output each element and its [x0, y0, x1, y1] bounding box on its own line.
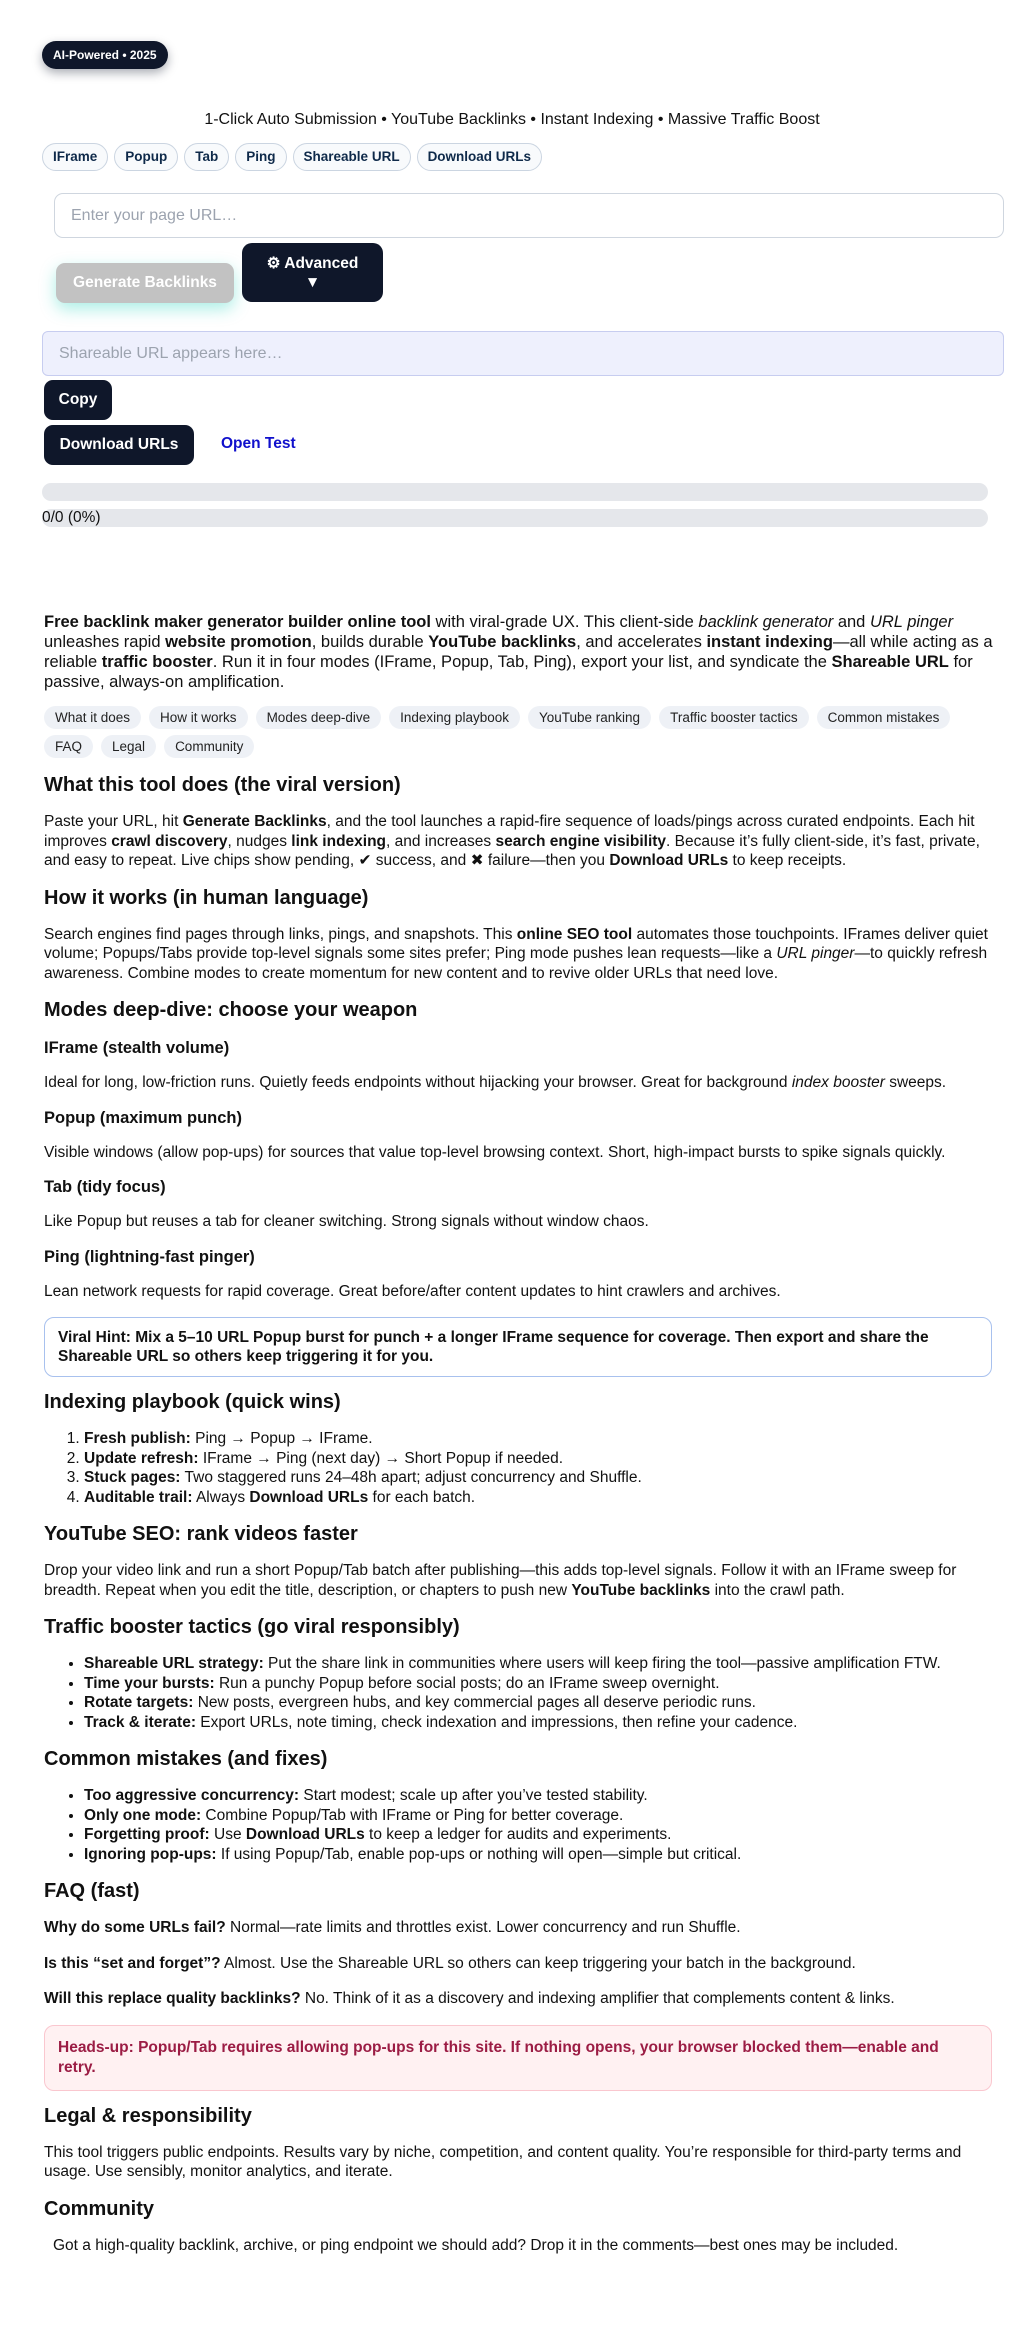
advanced-button[interactable]: [242, 243, 383, 302]
mode-ping-button[interactable]: Ping: [235, 143, 286, 171]
section-what-title: What this tool does (the viral version): [44, 774, 401, 796]
toc-chip[interactable]: Indexing playbook: [389, 706, 520, 729]
section-community-title: Community: [44, 2197, 154, 2220]
section-legal-title: Legal & responsibility: [44, 2104, 252, 2127]
toc-chip[interactable]: FAQ: [44, 735, 93, 758]
list-item: • Forgetting proof: Use Download URLs to keep a ledger for audits and experiments.: [84, 1825, 994, 1845]
list-item: • Track & iterate: Export URLs, note timing, check indexation and impressions, then refine your cadence.: [84, 1713, 994, 1733]
toc-chip[interactable]: YouTube ranking: [528, 706, 651, 729]
list-item: • Shareable URL strategy: Put the share link in communities where users will keep firing the tool—passive amplification FTW.: [84, 1654, 994, 1674]
open-test-link[interactable]: Open Test: [221, 435, 296, 452]
chevron-down-icon: ▼: [304, 273, 321, 291]
progress-text: 0/0 (0%): [42, 509, 101, 526]
list-item: 2. Update refresh: IFrame → Ping (next day) → Short Popup if needed.: [84, 1449, 994, 1469]
section-modes-title: Modes deep-dive: choose your weapon: [44, 999, 418, 1021]
section-youtube-text: Drop your video link and run a short Popup/Tab batch after publishing—this adds top-level signals. Follow it with an IFrame sweep for breadth. Repeat when you edit the title, description, or chapters to push new YouTube backlinks into the crawl path.: [44, 1562, 957, 1599]
download-urls-button[interactable]: Download URLs: [44, 425, 194, 465]
toc-chip[interactable]: Modes deep-dive: [256, 706, 382, 729]
popup-warning-callout: Heads-up: Popup/Tab requires allowing pop-ups for this site. If nothing opens, your browser blocked them—enable and retry.: [44, 2025, 992, 2091]
mode-ping-text: Lean network requests for rapid coverage. Great before/after content updates to hint crawlers and archives.: [44, 1282, 781, 1300]
article: [44, 612, 994, 2255]
mode-shareable-url-button[interactable]: Shareable URL: [293, 143, 411, 171]
intro-paragraph: Free backlink maker generator builder online tool with viral-grade UX. This client-side backlink generator and URL pinger unleashes rapid website promotion, builds durable YouTube backlinks, and accelerates instant indexing—all while acting as a reliable traffic booster. Run it in four modes (IFrame, Popup, Tab, Ping), export your list, and syndicate the Shareable URL for passive, always-on amplification.: [44, 613, 993, 691]
mode-tab-title: Tab (tidy focus): [44, 1178, 166, 1196]
traffic-list: [44, 1654, 994, 1732]
toc-chip[interactable]: Traffic booster tactics: [659, 706, 809, 729]
section-playbook-title: Indexing playbook (quick wins): [44, 1391, 341, 1413]
toc-chip[interactable]: Common mistakes: [817, 706, 951, 729]
section-mistakes-title: Common mistakes (and fixes): [44, 1748, 328, 1770]
section-legal-text: This tool triggers public endpoints. Results vary by niche, competition, and content quality. You’re responsible for third-party terms and usage. Use sensibly, monitor analytics, and iterate.: [44, 2143, 962, 2180]
faq-item: Why do some URLs fail? Normal—rate limits and throttles exist. Lower concurrency and run Shuffle.: [44, 1919, 741, 1936]
section-how-title: How it works (in human language): [44, 886, 369, 909]
progress-bar: [42, 483, 988, 501]
toc-chip[interactable]: How it works: [149, 706, 248, 729]
mode-popup-title: Popup (maximum punch): [44, 1108, 242, 1127]
list-item: • Only one mode: Combine Popup/Tab with IFrame or Ping for better coverage.: [84, 1806, 994, 1826]
mistakes-list: [44, 1786, 994, 1864]
generate-backlinks-button[interactable]: Generate Backlinks: [56, 263, 234, 303]
section-traffic-title: Traffic booster tactics (go viral responsibly): [44, 1616, 460, 1638]
toc-chip[interactable]: Legal: [101, 735, 156, 758]
progress-bar-secondary: [42, 509, 988, 527]
mode-selector: [42, 143, 542, 171]
shareable-url-field[interactable]: [42, 331, 1004, 376]
ai-badge: AI-Powered • 2025: [42, 41, 168, 69]
mode-iframe-title: IFrame (stealth volume): [44, 1039, 230, 1057]
section-what-text: Paste your URL, hit Generate Backlinks, and the tool launches a rapid-fire sequence of loads/pings across curated endpoints. Each hit improves crawl discovery, nudges link indexing, and increases search engine visibility. Because it’s fully client-side, it’s fast, private, and easy to repeat. Live chips show pending, ✔ success, and ✖ failure—then you Download URLs to keep receipts.: [44, 813, 980, 869]
tagline: 1-Click Auto Submission • YouTube Backlinks • Instant Indexing • Massive Traffic Boost: [204, 111, 820, 128]
section-community-text: Got a high-quality backlink, archive, or ping endpoint we should add? Drop it in the comments—best ones may be included.: [53, 2236, 899, 2254]
section-how-text: Search engines find pages through links, pings, and snapshots. This online SEO tool automates those touchpoints. IFrames deliver quiet volume; Popups/Tabs provide top-level signals some sites prefer; Ping mode pushes lean requests—like a URL pinger—to quickly refresh awareness. Combine modes to create momentum for new content and to revive older URLs that need love.: [44, 925, 988, 982]
mode-download-urls-button[interactable]: Download URLs: [417, 143, 543, 171]
list-item: 4. Auditable trail: Always Download URLs for each batch.: [84, 1488, 994, 1508]
list-item: • Too aggressive concurrency: Start modest; scale up after you’ve tested stability.: [84, 1786, 994, 1806]
list-item: • Time your bursts: Run a punchy Popup before social posts; do an IFrame sweep overnight.: [84, 1674, 994, 1694]
mode-tab-text: Like Popup but reuses a tab for cleaner switching. Strong signals without window chaos.: [44, 1213, 649, 1230]
toc-chips: [44, 706, 984, 758]
mode-ping-title: Ping (lightning-fast pinger): [44, 1247, 255, 1266]
advanced-label: ⚙ Advanced: [266, 254, 359, 272]
mode-popup-text: Visible windows (allow pop-ups) for sources that value top-level browsing context. Short, high-impact bursts to spike signals quickly.: [44, 1143, 946, 1161]
faq-item: Will this replace quality backlinks? No. Think of it as a discovery and indexing amplifier that complements content & links.: [44, 1990, 895, 2007]
playbook-list: [44, 1429, 994, 1507]
list-item: • Ignoring pop-ups: If using Popup/Tab, enable pop-ups or nothing will open—simple but critical.: [84, 1845, 994, 1865]
copy-button[interactable]: Copy: [44, 380, 112, 420]
section-faq-title: FAQ (fast): [44, 1880, 140, 1902]
mode-popup-button[interactable]: Popup: [114, 143, 178, 171]
list-item: • Rotate targets: New posts, evergreen hubs, and key commercial pages all deserve periodic runs.: [84, 1693, 994, 1713]
page-url-input[interactable]: [54, 193, 1004, 238]
toc-chip[interactable]: What it does: [44, 706, 141, 729]
toc-chip[interactable]: Community: [164, 735, 254, 758]
faq-item: Is this “set and forget”? Almost. Use the Shareable URL so others can keep triggering your batch in the background.: [44, 1954, 856, 1972]
mode-iframe-text: Ideal for long, low-friction runs. Quietly feeds endpoints without hijacking your browser. Great for background index booster sweeps.: [44, 1074, 947, 1091]
list-item: 1. Fresh publish: Ping → Popup → IFrame.: [84, 1429, 994, 1449]
list-item: 3. Stuck pages: Two staggered runs 24–48h apart; adjust concurrency and Shuffle.: [84, 1468, 994, 1488]
mode-tab-button[interactable]: Tab: [184, 143, 229, 171]
section-youtube-title: YouTube SEO: rank videos faster: [44, 1523, 358, 1545]
viral-hint-callout: Viral Hint: Mix a 5–10 URL Popup burst for punch + a longer IFrame sequence for coverage. Then export and share the Shareable URL so others keep triggering it for you.: [44, 1317, 992, 1377]
mode-iframe-button[interactable]: IFrame: [42, 143, 108, 171]
